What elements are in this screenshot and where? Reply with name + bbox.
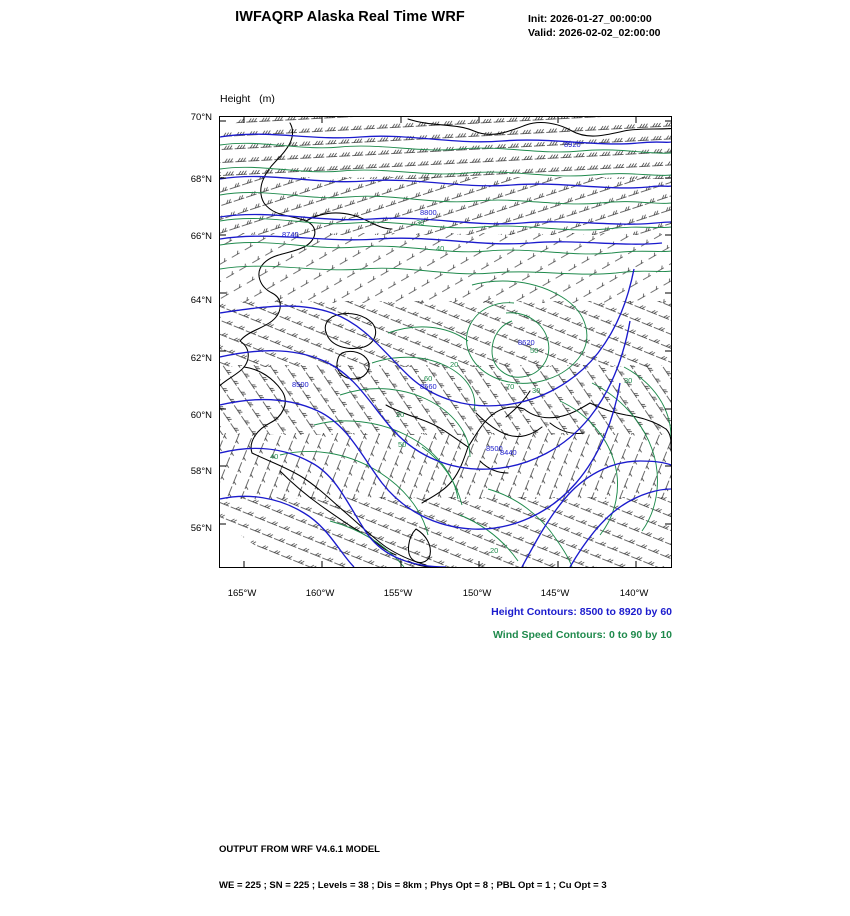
x-tick-label-140w: 140°W: [619, 588, 649, 599]
x-tick-label-150w: 150°W: [462, 588, 492, 599]
page-title: IWFAQRP Alaska Real Time WRF: [235, 9, 465, 25]
valid-time: Valid: 2026-02-02_02:00:00: [528, 27, 661, 39]
y-tick-label-64n: 64°N: [190, 295, 212, 306]
init-time: Init: 2026-01-27_00:00:00: [528, 13, 652, 25]
wind-label-30: 30: [416, 218, 425, 227]
wind-label-70: 70: [506, 382, 515, 391]
x-tick-label-145w: 145°W: [540, 588, 570, 599]
y-tick-label-68n: 68°N: [190, 174, 212, 185]
x-tick-label-160w: 160°W: [305, 588, 335, 599]
map-panel[interactable]: [219, 116, 672, 568]
y-tick-label-70n: 70°N: [190, 112, 212, 123]
contour-label-8500-b: 8500: [486, 444, 503, 453]
y-tick-label-66n: 66°N: [190, 231, 212, 242]
wind-label-50: 50: [530, 346, 539, 355]
height-contour-legend: Height Contours: 8500 to 8920 by 60: [491, 606, 672, 618]
wind-label-50-b: 50: [398, 440, 407, 449]
x-tick-label-165w: 165°W: [227, 588, 257, 599]
contour-label-8800: 8800: [420, 208, 437, 217]
wind-label-30-c: 30: [624, 376, 633, 385]
y-tick-label-56n: 56°N: [190, 523, 212, 534]
model-output-footer: [219, 820, 607, 916]
wind-label-20-a: 20: [396, 410, 405, 419]
footer-line-2: WE = 225 ; SN = 225 ; Levels = 38 ; Dis = 8km ; Phys Opt = 8 ; PBL Opt = 1 ; Cu Opt = 3: [219, 880, 607, 891]
contour-label-8560: 8560: [420, 382, 437, 391]
wind-label-20-b: 20: [490, 546, 499, 555]
wind-label-60: 60: [424, 374, 433, 383]
wind-label-20-c: 20: [450, 360, 459, 369]
wind-contour-legend: Wind Speed Contours: 0 to 90 by 10: [492, 629, 672, 641]
wind-label-40-b: 40: [270, 452, 279, 461]
field-legend-height: Height (m): [220, 93, 275, 105]
x-tick-label-155w: 155°W: [383, 588, 413, 599]
wind-label-30-b: 30: [532, 386, 541, 395]
contour-label-8620: 8620: [518, 338, 535, 347]
footer-line-1: OUTPUT FROM WRF V4.6.1 MODEL: [219, 844, 380, 855]
wind-barb-field: [220, 117, 671, 567]
init-valid-block: [528, 12, 661, 40]
y-tick-label-62n: 62°N: [190, 353, 212, 364]
contour-label-8440: 8440: [500, 448, 517, 457]
y-tick-label-58n: 58°N: [190, 466, 212, 477]
contour-label-8500-a: 8500: [292, 380, 309, 389]
wind-label-40: 40: [436, 244, 445, 253]
contour-label-8920: 8920: [564, 140, 581, 149]
contour-label-8740: 8740: [282, 230, 299, 239]
y-tick-label-60n: 60°N: [190, 410, 212, 421]
